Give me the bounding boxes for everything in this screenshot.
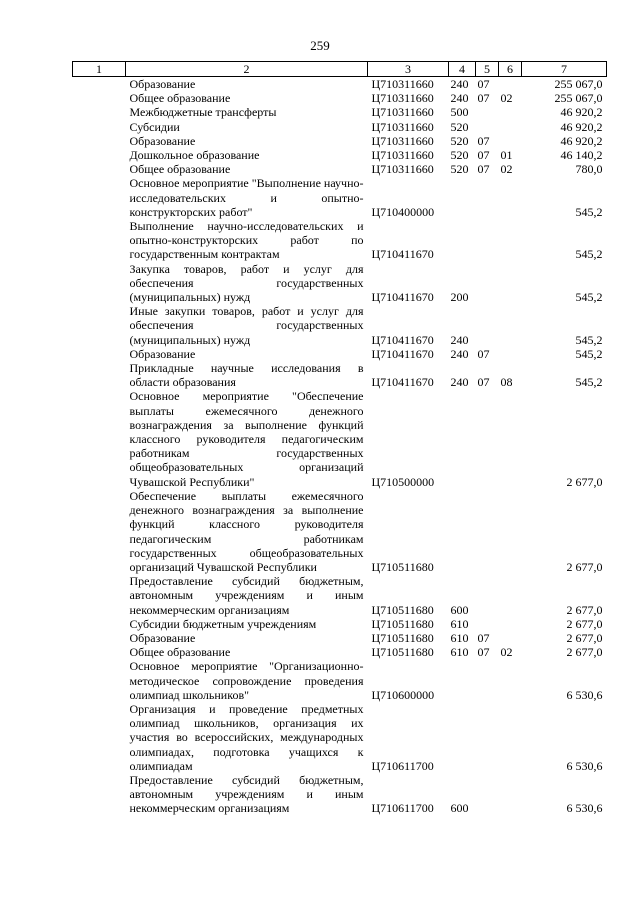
row-expense-type: 200: [450, 290, 469, 305]
cell-col1: [73, 148, 126, 162]
row-expense-type: 520: [450, 133, 469, 148]
row-code: Ц710511680: [371, 630, 434, 645]
row-section: [476, 617, 499, 631]
row-code: Ц710511680: [371, 559, 434, 574]
cell-col1: [73, 219, 126, 262]
row-expense-type: 500: [450, 105, 469, 120]
table-row: [73, 574, 607, 617]
cell-col1: [73, 702, 126, 773]
row-name: Иные закупки товаров, работ и услуг для обеспечения государственных (муниципальных) нужд: [129, 304, 364, 347]
cell-col1: [73, 162, 126, 176]
table-row: [73, 702, 607, 773]
row-code: Ц710411670: [371, 332, 434, 347]
row-subsection: [499, 659, 522, 702]
row-expense-type: 610: [450, 630, 469, 645]
row-amount: 545,2: [575, 204, 603, 219]
column-header-2: 2: [126, 62, 368, 77]
row-code: Ц710311660: [371, 133, 434, 148]
row-section: [476, 304, 499, 347]
row-code: Ц710600000: [371, 687, 435, 702]
row-name: Основное мероприятие "Выполнение научно-исследовательских и опытно-конструкторских работ": [129, 176, 364, 219]
column-header-6: 6: [499, 62, 522, 77]
row-section: [476, 773, 499, 816]
row-code: Ц710511680: [371, 602, 434, 617]
table-row: [73, 176, 607, 219]
row-code: Ц710411670: [371, 375, 434, 390]
row-section: [476, 659, 499, 702]
cell-col1: [73, 105, 126, 119]
row-name: Межбюджетные трансферты: [129, 105, 277, 120]
row-subsection: [499, 574, 522, 617]
row-expense-type: 610: [450, 616, 469, 631]
row-expense-type: [449, 389, 476, 488]
row-name: Образование: [129, 77, 196, 91]
row-amount: 780,0: [575, 162, 603, 177]
row-subsection: [499, 219, 522, 262]
row-expense-type: 520: [450, 148, 469, 163]
row-name: Закупка товаров, работ и услуг для обеспечения государственных (муниципальных) нужд: [129, 261, 364, 305]
row-section: [476, 489, 499, 574]
row-section: 07: [477, 346, 490, 361]
row-amount: 545,2: [575, 346, 603, 361]
table-row: [73, 347, 607, 361]
table-row: [73, 120, 607, 134]
row-name: Общее образование: [129, 91, 231, 106]
column-header-5: 5: [476, 62, 499, 77]
cell-col1: [73, 77, 126, 92]
row-subsection: [499, 489, 522, 574]
row-expense-type: 240: [450, 91, 469, 106]
column-header-4: 4: [449, 62, 476, 77]
row-section: 07: [477, 162, 490, 177]
cell-col1: [73, 347, 126, 361]
cell-col1: [73, 574, 126, 617]
row-amount: 46 920,2: [560, 133, 603, 148]
row-subsection: [499, 347, 522, 361]
row-expense-type: [449, 219, 476, 262]
column-header-1: 1: [73, 62, 126, 77]
budget-table: [72, 61, 607, 816]
table-row: [73, 105, 607, 119]
row-section: 07: [477, 645, 490, 660]
row-code: Ц710400000: [371, 204, 435, 219]
row-name: Общее образование: [129, 162, 231, 177]
table-row: [73, 304, 607, 347]
row-expense-type: [449, 489, 476, 574]
cell-col1: [73, 176, 126, 219]
row-code: Ц710311660: [371, 77, 434, 91]
row-name: Общее образование: [129, 645, 231, 660]
row-subsection: [499, 304, 522, 347]
row-section: 07: [477, 77, 490, 91]
row-expense-type: [449, 659, 476, 702]
row-expense-type: 240: [450, 346, 469, 361]
row-code: Ц710511680: [371, 616, 434, 631]
column-header-3: 3: [368, 62, 449, 77]
column-header-7: 7: [522, 62, 607, 77]
row-expense-type: 240: [450, 332, 469, 347]
row-amount: 545,2: [575, 290, 603, 305]
row-amount: 545,2: [575, 375, 603, 390]
row-expense-type: 600: [450, 602, 469, 617]
cell-col1: [73, 91, 126, 105]
row-amount: 46 920,2: [560, 119, 603, 134]
row-code: Ц710500000: [371, 474, 435, 489]
row-code: Ц710411670: [371, 346, 434, 361]
cell-col1: [73, 489, 126, 574]
row-code: Ц710611700: [371, 801, 434, 816]
row-section: 07: [477, 148, 490, 163]
cell-col1: [73, 120, 126, 134]
row-section: [476, 262, 499, 305]
row-name: Образование: [129, 133, 196, 148]
row-section: 07: [477, 375, 490, 390]
row-subsection: [499, 176, 522, 219]
row-section: [476, 702, 499, 773]
cell-col1: [73, 773, 126, 816]
row-expense-type: 520: [450, 162, 469, 177]
row-name: Обеспечение выплаты ежемесячного денежного вознаграждения за выполнение функций классного руководителя педагогическим работникам государственных общеобразовательных организаций Чувашской Республики: [129, 488, 364, 574]
row-section: [476, 574, 499, 617]
page-number: 259: [310, 38, 330, 53]
row-subsection: 01: [500, 148, 513, 163]
row-subsection: [499, 262, 522, 305]
row-amount: 6 530,6: [566, 801, 603, 816]
row-name: Образование: [129, 346, 196, 361]
row-expense-type: 610: [450, 645, 469, 660]
row-subsection: 02: [500, 162, 513, 177]
row-amount: 2 677,0: [566, 474, 603, 489]
row-amount: 2 677,0: [566, 616, 603, 631]
row-name: Организация и проведение предметных олимпиад школьников, организация их участия во всероссийских, международных олимпиадах, подготовка учащихся к олимпиадам: [129, 701, 364, 773]
row-name: Образование: [129, 630, 196, 645]
cell-col1: [73, 262, 126, 305]
table-body: [73, 77, 607, 816]
table-row: [73, 617, 607, 631]
row-amount: 46 140,2: [560, 148, 603, 163]
row-name: Субсидии бюджетным учреждениям: [129, 616, 317, 631]
cell-col1: [73, 645, 126, 659]
row-name: Прикладные научные исследования в области образования: [129, 361, 364, 390]
row-subsection: [499, 134, 522, 148]
row-expense-type: 240: [450, 375, 469, 390]
row-amount: 545,2: [575, 332, 603, 347]
row-code: Ц710411670: [371, 247, 434, 262]
cell-col1: [73, 361, 126, 389]
row-section: [476, 105, 499, 119]
row-section: [476, 389, 499, 488]
cell-col1: [73, 304, 126, 347]
row-amount: 2 677,0: [566, 559, 603, 574]
row-name: Субсидии: [129, 119, 180, 134]
row-section: [476, 176, 499, 219]
row-code: Ц710311660: [371, 91, 434, 106]
row-name: Дошкольное образование: [129, 148, 260, 163]
row-name: Основное мероприятие "Организационно-методическое сопровождение проведения олимпиад школьников": [129, 659, 364, 702]
row-amount: 2 677,0: [566, 602, 603, 617]
header-row: [73, 62, 607, 77]
row-expense-type: 240: [450, 77, 469, 91]
table-row: [73, 219, 607, 262]
row-name: Предоставление субсидий бюджетным, автономным учреждениям и иным некоммерческим организациям: [129, 772, 364, 816]
row-subsection: [499, 617, 522, 631]
row-amount: 255 067,0: [554, 77, 603, 91]
cell-col1: [73, 631, 126, 645]
row-code: Ц710311660: [371, 162, 434, 177]
table-row: [73, 361, 607, 389]
row-amount: 2 677,0: [566, 630, 603, 645]
row-name: Предоставление субсидий бюджетным, автономным учреждениям и иным некоммерческим организациям: [129, 574, 364, 617]
row-section: 07: [477, 91, 490, 106]
row-section: [476, 219, 499, 262]
row-name: Основное мероприятие "Обеспечение выплаты ежемесячного денежного вознаграждения за выполнение функций классного руководителя педагогическим работникам государственных общеобразовательных организаций Чувашской Республики": [129, 389, 364, 489]
table-row: [73, 659, 607, 702]
cell-col1: [73, 134, 126, 148]
row-code: Ц710511680: [371, 645, 434, 660]
row-section: [476, 120, 499, 134]
row-amount: 46 920,2: [560, 105, 603, 120]
table-row: [73, 77, 607, 92]
row-section: 07: [477, 630, 490, 645]
table-row: [73, 489, 607, 574]
table-row: [73, 389, 607, 488]
row-expense-type: 600: [450, 801, 469, 816]
row-code: Ц710311660: [371, 105, 434, 120]
row-subsection: [499, 389, 522, 488]
table-header: [73, 62, 607, 77]
table-row: [73, 134, 607, 148]
row-subsection: 08: [500, 375, 513, 390]
cell-col1: [73, 389, 126, 488]
row-code: Ц710311660: [371, 119, 434, 134]
row-expense-type: [449, 702, 476, 773]
row-subsection: [499, 702, 522, 773]
row-amount: 2 677,0: [566, 645, 603, 660]
cell-col1: [73, 659, 126, 702]
table-row: [73, 162, 607, 176]
row-subsection: [499, 631, 522, 645]
table-row: [73, 148, 607, 162]
row-expense-type: [449, 176, 476, 219]
table-row: [73, 91, 607, 105]
row-code: Ц710611700: [371, 758, 434, 773]
row-name: Выполнение научно-исследовательских и опытно-конструкторских работ по государственным контрактам: [129, 219, 364, 262]
table-row: [73, 773, 607, 816]
table-row: [73, 262, 607, 305]
row-subsection: [499, 120, 522, 134]
table-row: [73, 631, 607, 645]
row-subsection: 02: [500, 645, 513, 660]
row-code: Ц710311660: [371, 148, 434, 163]
row-subsection: [499, 105, 522, 119]
row-code: Ц710411670: [371, 290, 434, 305]
row-amount: 6 530,6: [566, 758, 603, 773]
row-subsection: 02: [500, 91, 513, 106]
cell-col1: [73, 617, 126, 631]
row-amount: 545,2: [575, 247, 603, 262]
row-expense-type: 520: [450, 119, 469, 134]
row-subsection: [499, 773, 522, 816]
row-subsection: [499, 77, 522, 92]
row-amount: 255 067,0: [554, 91, 603, 106]
row-section: 07: [477, 133, 490, 148]
row-amount: 6 530,6: [566, 687, 603, 702]
table-row: [73, 645, 607, 659]
